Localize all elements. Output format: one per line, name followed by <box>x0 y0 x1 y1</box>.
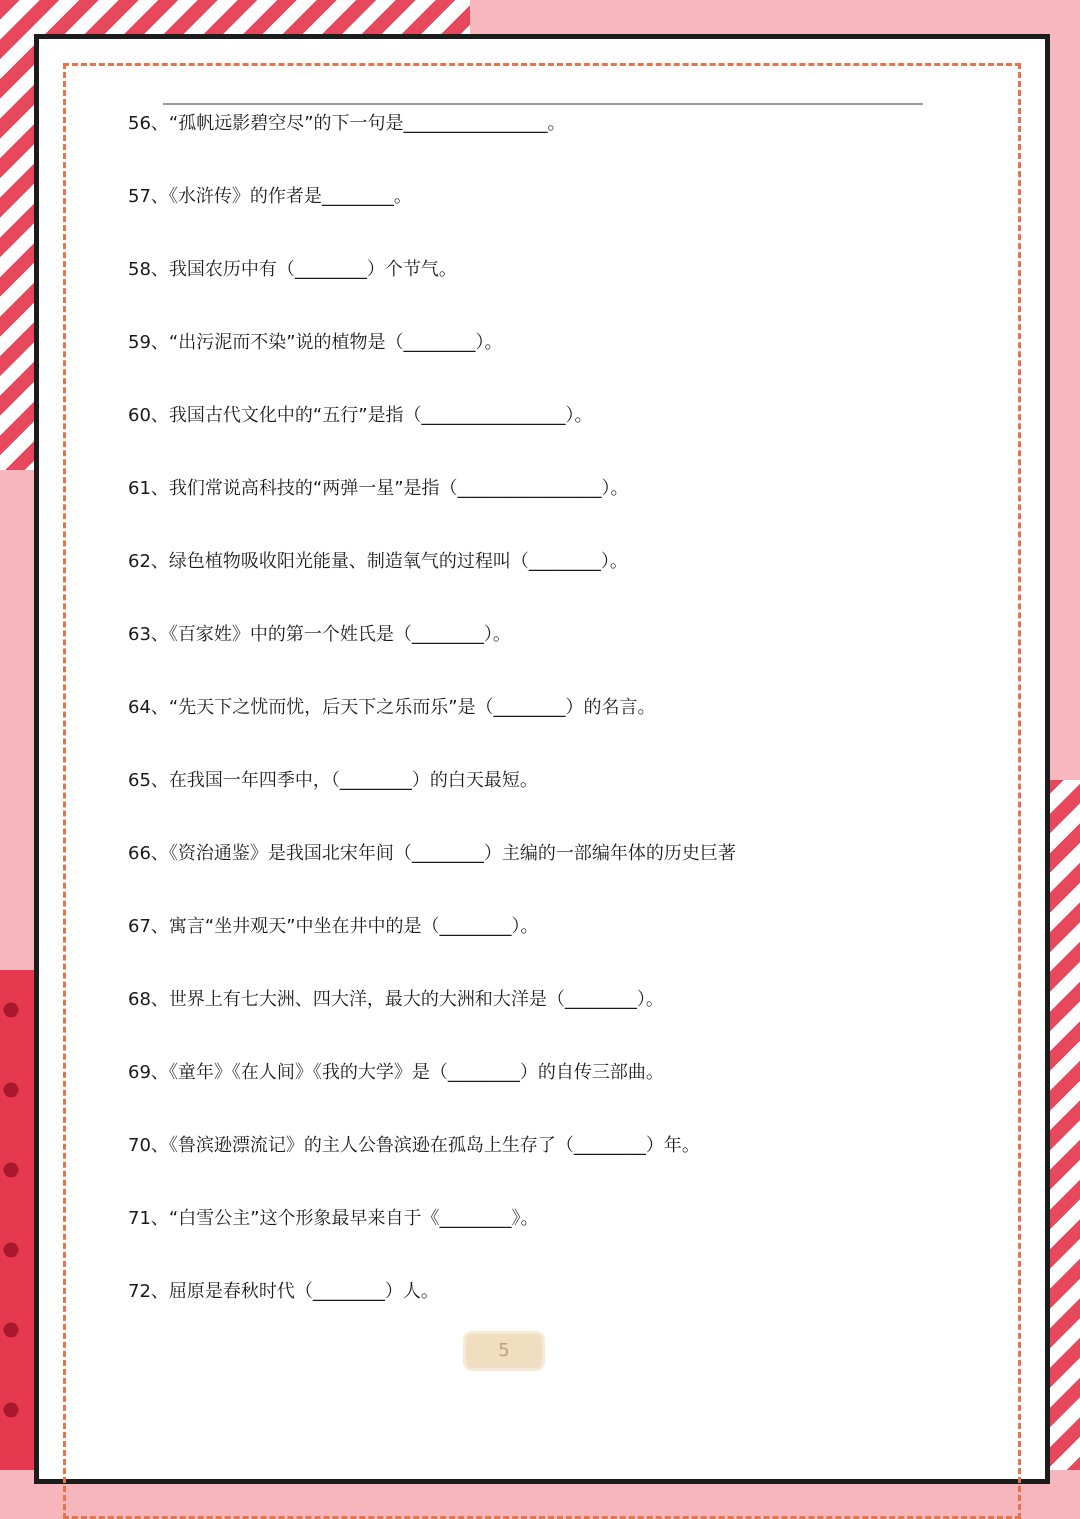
question-item: 62、绿色植物吸收阳光能量、制造氧气的过程叫（________）。 <box>128 551 628 572</box>
question-item: 65、在我国一年四季中，（________）的白天最短。 <box>128 770 538 791</box>
top-divider <box>163 103 923 105</box>
question-item: 56、“孤帆远影碧空尽”的下一句是________________。 <box>128 113 566 134</box>
question-item: 71、“白雪公主”这个形象最早来自于《________》。 <box>128 1208 539 1229</box>
question-item: 58、我国农历中有（________）个节气。 <box>128 259 457 280</box>
question-item: 64、“先天下之忧而忧，后天下之乐而乐”是（________）的名言。 <box>128 697 656 718</box>
question-item: 68、世界上有七大洲、四大洋，最大的大洲和大洋是（________）。 <box>128 989 664 1010</box>
question-item: 63、《百家姓》中的第一个姓氏是（________）。 <box>128 624 511 645</box>
question-item: 70、《鲁滨逊漂流记》的主人公鲁滨逊在孤岛上生存了（________）年。 <box>128 1135 700 1156</box>
question-item: 69、《童年》《在人间》《我的大学》是（________）的自传三部曲。 <box>128 1062 664 1083</box>
question-item: 67、寓言“坐井观天”中坐在井中的是（________）。 <box>128 916 539 937</box>
question-item: 57、《水浒传》的作者是________。 <box>128 186 412 207</box>
page-number: 5 <box>466 1334 542 1368</box>
question-item: 66、《资治通鉴》是我国北宋年间（________）主编的一部编年体的历史巨著 <box>128 843 736 864</box>
question-item: 72、屈原是春秋时代（________）人。 <box>128 1281 439 1302</box>
question-item: 60、我国古代文化中的“五行”是指（________________）。 <box>128 405 593 426</box>
question-item: 61、我们常说高科技的“两弹一星”是指（________________）。 <box>128 478 629 499</box>
question-list <box>128 111 908 1352</box>
question-item: 59、“出污泥而不染”说的植物是（________）。 <box>128 332 503 353</box>
